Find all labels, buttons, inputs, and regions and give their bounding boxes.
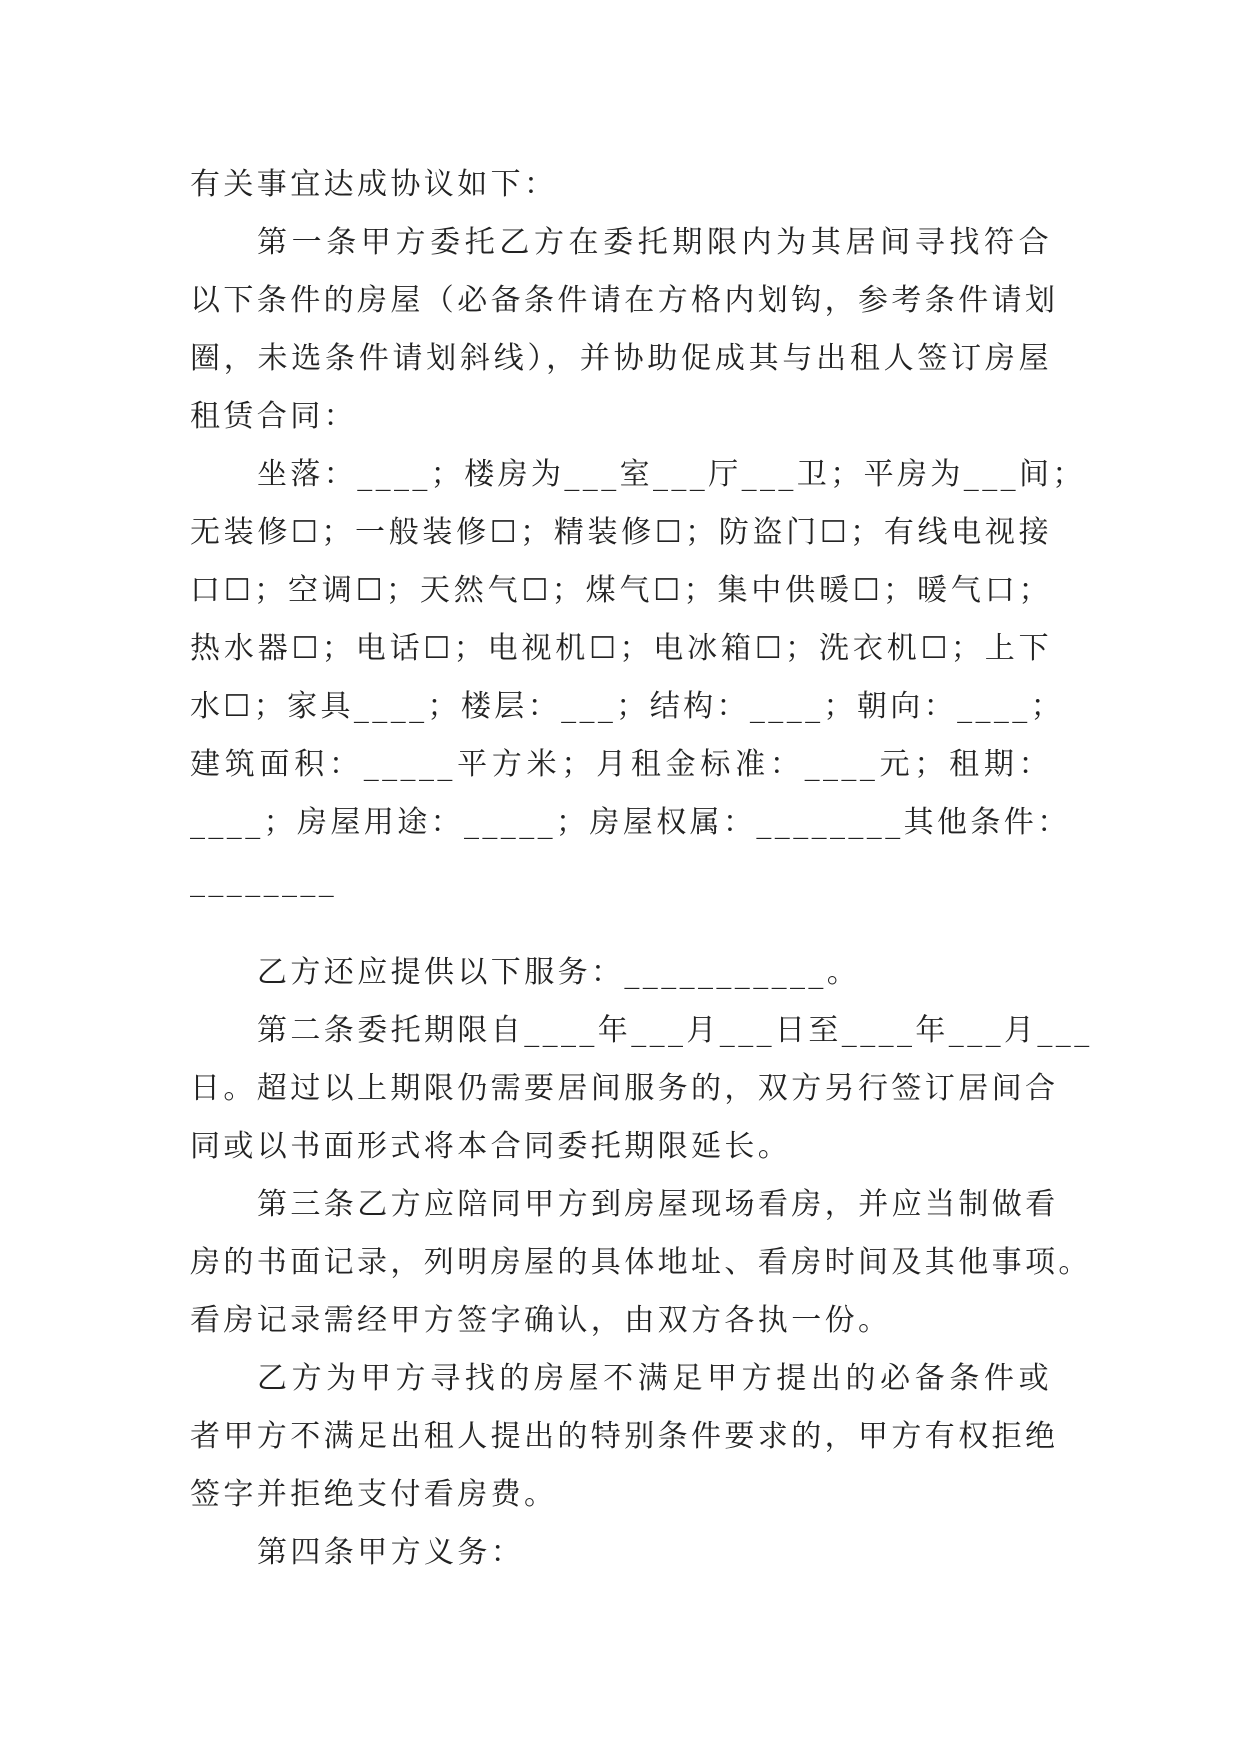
conditions-line: 无装修☐；一般装修☐；精装修☐；防盗门☐；有线电视接: [190, 515, 1052, 550]
article-4-heading: 第四条甲方义务：: [257, 1535, 525, 1570]
conditions-line: ____；房屋用途：_____；房屋权属：________其他条件：: [190, 805, 1071, 840]
paragraph-line: 有关事宜达成协议如下：: [190, 167, 558, 202]
document-body: [190, 156, 1093, 1582]
conditions-line: 坐落：____；楼房为___室___厅___卫；平房为___间；: [257, 457, 1086, 492]
article-2-line: 第二条委托期限自____年___月___日至____年___月___: [257, 1013, 1093, 1048]
other-conditions-blank: ________: [190, 863, 338, 898]
article-3-line: 签字并拒绝支付看房费。: [190, 1477, 558, 1512]
article-1-line: 圈，未选条件请划斜线），并协助促成其与出租人签订房屋: [190, 341, 1052, 376]
conditions-line: 建筑面积：_____平方米；月租金标准：____元；租期：: [190, 747, 1052, 782]
extra-services-line: 乙方还应提供以下服务：___________。: [257, 955, 861, 990]
conditions-line: 口☐；空调☐；天然气☐；煤气☐；集中供暖☐；暖气口；: [190, 573, 1052, 608]
conditions-line: 热水器☐；电话☐；电视机☐；电冰箱☐；洗衣机☐；上下: [190, 631, 1052, 666]
article-2-line: 同或以书面形式将本合同委托期限延长。: [190, 1129, 792, 1164]
article-1-line: 租赁合同：: [190, 399, 357, 434]
article-3-line: 者甲方不满足出租人提出的特别条件要求的，甲方有权拒绝: [190, 1419, 1059, 1454]
article-3-line: 房的书面记录，列明房屋的具体地址、看房时间及其他事项。: [190, 1245, 1092, 1280]
article-1-line: 第一条甲方委托乙方在委托期限内为其居间寻找符合: [257, 225, 1052, 260]
article-3-line: 乙方为甲方寻找的房屋不满足甲方提出的必备条件或: [257, 1361, 1052, 1396]
article-1-line: 以下条件的房屋（必备条件请在方格内划钩，参考条件请划: [190, 283, 1059, 318]
conditions-line: 水☐；家具____；楼层：___；结构：____；朝向：____；: [190, 689, 1065, 724]
article-3-line: 看房记录需经甲方签字确认，由双方各执一份。: [190, 1303, 892, 1338]
article-2-line: 日。超过以上期限仍需要居间服务的，双方另行签订居间合: [190, 1071, 1059, 1106]
article-3-line: 第三条乙方应陪同甲方到房屋现场看房，并应当制做看: [257, 1187, 1059, 1222]
